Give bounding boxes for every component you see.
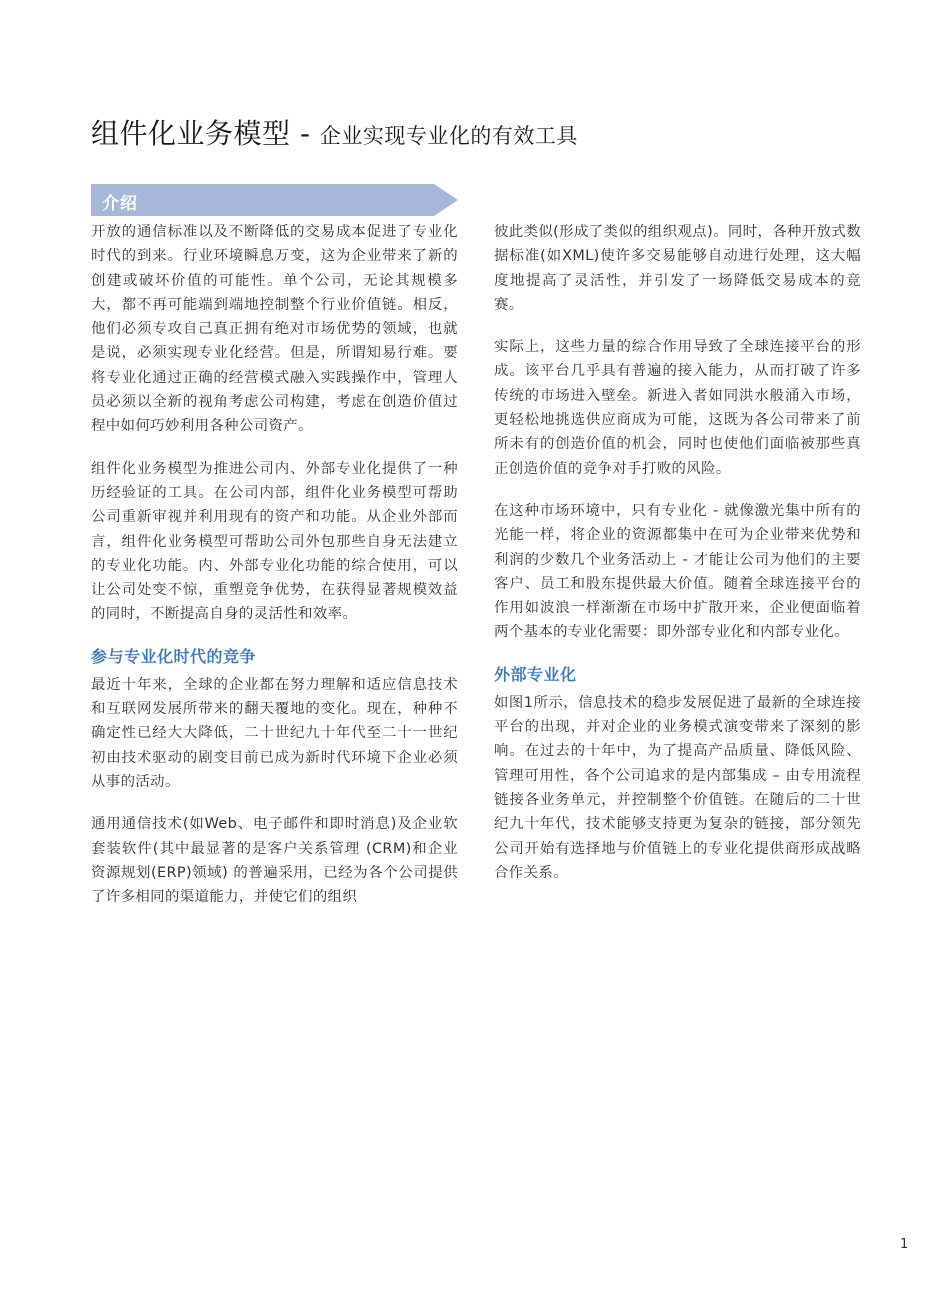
competition-paragraph-1: 最近十年来，全球的企业都在努力理解和适应信息技术和互联网发展所带来的翻天覆地的变化。现在，种种不确定性已经大大降低，二十世纪九十年代至二十一世纪初由技术驱动的剧变目前已成为新时代环境下企业必须从事的活动。 xyxy=(91,676,458,790)
external-specialization-paragraph: 如图1所示，信息技术的稳步发展促进了最新的全球连接平台的出现，并对企业的业务模式演变带来了深刻的影响。在过去的十年中，为了提高产品质量、降低风险、管理可用性，各个公司追求的是内部集成 – 由专用流程链接各业务单元，并控制整个价值链。在随后的二十世纪九十年代，技术能够支持更为复杂的链接，部分领先公司开始有选择地与价值链上的专业化提供商形成战略合作关系。 xyxy=(494,694,861,881)
competition-paragraph-3: 彼此类似(形成了类似的组织观点)。同时，各种开放式数据标准(如XML)使许多交易能够自动进行处理，这大幅度地提高了灵活性，并引发了一场降低交易成本的竞赛。 xyxy=(494,224,862,313)
page-number: 1 xyxy=(900,1237,909,1252)
right-column xyxy=(494,220,861,903)
competition-paragraph-2: 通用通信技术(如Web、电子邮件和即时消息)及企业软套装软件(其中最显著的是客户关系管理 (CRM)和企业资源规划(ERP)领域) 的普遍采用，已经为各个公司提供了许多相同的渠道能力，并使它们的组织 xyxy=(91,816,458,906)
page-title xyxy=(91,112,891,152)
subheading-competition: 参与专业化时代的竞争 xyxy=(91,646,257,666)
title-main: 组件化业务模型 - xyxy=(91,117,320,150)
subheading-external-specialization: 外部专业化 xyxy=(494,664,577,684)
intro-paragraph-1: 开放的通信标准以及不断降低的交易成本促进了专业化时代的到来。行业环境瞬息万变，这为企业带来了新的创建或破坏价值的可能性。单个公司，无论其规模多大，都不再可能端到端地控制整个行业价值链。相反，他们必须专攻自己真正拥有绝对市场优势的领域，也就是说，必须实现专业化经营。但是，所谓知易行难。要将专业化通过正确的经营模式融入实践操作中，管理人员必须以全新的视角考虑公司构建，考虑在创造价值过程中如何巧妙利用各种公司资产。 xyxy=(91,224,458,435)
competition-paragraph-5: 在这种市场环境中，只有专业化 - 就像激光集中所有的光能一样，将企业的资源都集中在可为企业带来优势和利润的少数几个业务活动上 - 才能让公司为他们的主要客户、员工和股东提供最大价值。随着全球连接平台的作用如波浪一样渐渐在市场中扩散开来，企业便面临着两个基本的专业化需要：即外部专业化和内部专业化。 xyxy=(494,502,861,641)
competition-paragraph-4: 实际上，这些力量的综合作用导致了全球连接平台的形成。该平台几乎具有普遍的接入能力，从而打破了许多传统的市场进入壁垒。新进入者如同洪水般涌入市场，更轻松地挑选供应商成为可能，这既为各公司带来了前所未有的创造价值的机会，同时也使他们面临被那些真正创造价值的竞争对手打败的风险。 xyxy=(494,339,861,477)
left-column xyxy=(91,220,458,927)
section-banner-intro xyxy=(91,184,458,216)
intro-paragraph-2: 组件化业务模型为推进公司内、外部专业化提供了一种历经验证的工具。在公司内部，组件化业务模型可帮助公司重新审视并利用现有的资产和功能。从企业外部而言，组件化业务模型可帮助公司外包那些自身无法建立的专业化功能。内、外部专业化功能的综合使用，可以让公司处变不惊，重塑竞争优势，在获得显著规模效益的同时，不断提高自身的灵活性和效率。 xyxy=(91,460,458,623)
section-label: 介绍 xyxy=(102,194,138,214)
banner-arrow-shape xyxy=(91,184,458,216)
title-subtitle: 企业实现专业化的有效工具 xyxy=(319,124,578,148)
